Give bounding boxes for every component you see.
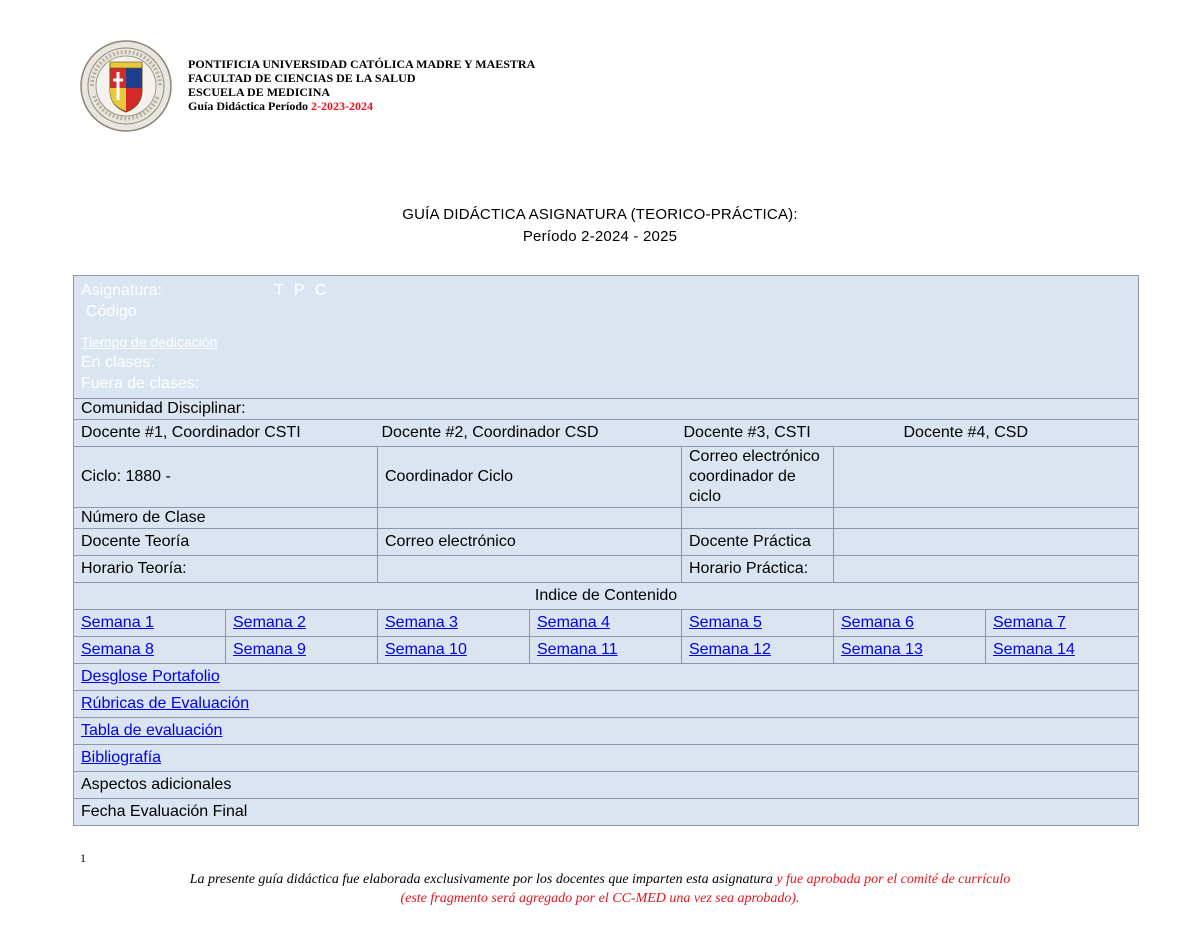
week-7-link[interactable]: Semana 7 <box>993 614 1066 631</box>
week-cell <box>682 637 834 664</box>
week-cell <box>530 637 682 664</box>
institution-line-1: PONTIFICIA UNIVERSIDAD CATÓLICA MADRE Y MAESTRA <box>188 57 536 71</box>
week-1-link[interactable]: Semana 1 <box>81 614 154 631</box>
docente-4-label: Docente #4, CSD <box>834 420 1139 447</box>
week-2-link[interactable]: Semana 2 <box>233 614 306 631</box>
week-cell <box>986 637 1139 664</box>
week-cell <box>226 637 378 664</box>
institution-line-3: ESCUELA DE MEDICINA <box>188 85 331 99</box>
footnote-black-text: La presente guía didáctica fue elaborada exclusivamente por los docentes que imparten esta asignatura <box>189 872 777 887</box>
horario-teoria-label: Horario Teoría: <box>74 556 378 583</box>
week-cell <box>226 610 378 637</box>
correo-coordinador-value <box>834 447 1139 508</box>
aspectos-adicionales-label: Aspectos adicionales <box>74 772 1139 799</box>
course-info-box <box>74 276 1139 399</box>
en-clases-label: En clases: <box>81 354 155 371</box>
desglose-row <box>74 664 1139 691</box>
bibliografia-link[interactable]: Bibliografía <box>81 749 162 766</box>
university-seal-logo <box>80 40 172 132</box>
title-period: Período 2-2024 - 2025 <box>522 228 678 245</box>
week-cell <box>682 610 834 637</box>
institution-line-2: FACULTAD DE CIENCIAS DE LA SALUD <box>188 71 416 85</box>
docente-practica-value <box>834 529 1139 556</box>
correo-label: Correo electrónico <box>378 529 682 556</box>
footnote-red-text-2: (este fragmento será agregado por el CC-MED una vez sea aprobado). <box>400 891 800 906</box>
indice-contenido-heading: Indice de Contenido <box>74 583 1139 610</box>
docente-practica-label: Docente Práctica <box>682 529 834 556</box>
tpc-label: T P C <box>273 282 330 299</box>
docente-2-label: Docente #2, Coordinador CSD <box>378 420 682 447</box>
document-title <box>0 204 1200 248</box>
week-cell <box>834 610 986 637</box>
guide-period-label: Guía Didáctica Período <box>188 99 311 113</box>
week-8-link[interactable]: Semana 8 <box>81 641 154 658</box>
numero-clase-value <box>378 508 682 529</box>
fecha-evaluacion-label: Fecha Evaluación Final <box>74 799 1139 826</box>
footnote-number: 1 <box>80 851 86 865</box>
title-main: GUÍA DIDÁCTICA ASIGNATURA (TEORICO-PRÁCTICA): <box>402 206 798 223</box>
week-cell <box>74 610 226 637</box>
docente-3-label: Docente #3, CSTI <box>682 420 834 447</box>
tabla-evaluacion-link[interactable]: Tabla de evaluación <box>81 722 223 739</box>
week-12-link[interactable]: Semana 12 <box>689 641 771 658</box>
comunidad-disciplinar-label: Comunidad Disciplinar: <box>74 399 1139 420</box>
asignatura-label: Asignatura: <box>81 282 162 299</box>
week-cell <box>378 637 530 664</box>
week-cell <box>986 610 1139 637</box>
horario-teoria-value <box>378 556 682 583</box>
week-cell <box>834 637 986 664</box>
week-cell <box>530 610 682 637</box>
rubricas-row <box>74 691 1139 718</box>
fuera-clases-label: Fuera de clases: <box>81 375 200 392</box>
desglose-portafolio-link[interactable]: Desglose Portafolio <box>81 668 220 685</box>
course-guide-table <box>73 275 1139 826</box>
week-14-link[interactable]: Semana 14 <box>993 641 1075 658</box>
week-4-link[interactable]: Semana 4 <box>537 614 610 631</box>
horario-practica-value <box>834 556 1139 583</box>
numero-clase-label: Número de Clase <box>74 508 378 529</box>
horario-practica-label: Horario Práctica: <box>682 556 834 583</box>
ciclo-label: Ciclo: 1880 - <box>74 447 378 508</box>
numero-clase-value-2 <box>682 508 834 529</box>
correo-coordinador-label: Correo electrónico coordinador de ciclo <box>682 447 834 508</box>
footnote-red-text-1: y fue aprobada por el comité de currículo <box>776 872 1011 887</box>
coordinador-ciclo-label: Coordinador Ciclo <box>378 447 682 508</box>
week-13-link[interactable]: Semana 13 <box>841 641 923 658</box>
week-3-link[interactable]: Semana 3 <box>385 614 458 631</box>
docente-teoria-label: Docente Teoría <box>74 529 378 556</box>
docente-1-label: Docente #1, Coordinador CSTI <box>74 420 378 447</box>
institution-header <box>188 57 535 113</box>
numero-clase-value-3 <box>834 508 1139 529</box>
week-10-link[interactable]: Semana 10 <box>385 641 467 658</box>
week-6-link[interactable]: Semana 6 <box>841 614 914 631</box>
week-11-link[interactable]: Semana 11 <box>537 641 618 658</box>
week-cell <box>74 637 226 664</box>
week-cell <box>378 610 530 637</box>
guide-period-line <box>188 99 535 113</box>
footnote-text <box>60 870 1140 908</box>
week-5-link[interactable]: Semana 5 <box>689 614 762 631</box>
tabla-row <box>74 718 1139 745</box>
tiempo-dedicacion-label: Tiempo de dedicación <box>81 334 218 350</box>
codigo-label: Código <box>86 303 137 320</box>
week-9-link[interactable]: Semana 9 <box>233 641 306 658</box>
guide-period-value: 2-2023-2024 <box>311 99 373 113</box>
rubricas-evaluacion-link[interactable]: Rúbricas de Evaluación <box>81 695 250 712</box>
bibliografia-row <box>74 745 1139 772</box>
